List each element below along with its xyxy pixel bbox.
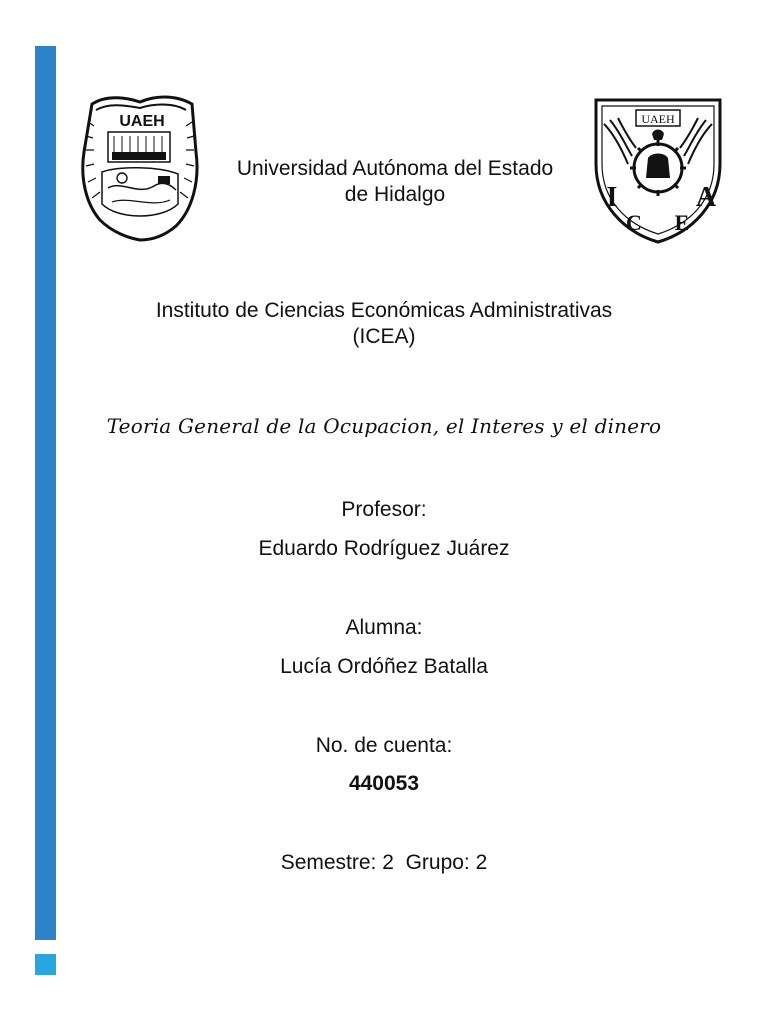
icea-letter-a: A bbox=[695, 182, 717, 213]
account-label: No. de cuenta: bbox=[315, 734, 453, 757]
icea-logo bbox=[592, 94, 724, 244]
uaeh-logo bbox=[78, 92, 202, 242]
professor-name: Eduardo Rodríguez Juárez bbox=[258, 537, 510, 560]
icea-letter-c: C bbox=[626, 210, 642, 235]
icea-letter-e: E bbox=[674, 210, 690, 235]
icea-letter-i: I bbox=[606, 182, 618, 213]
institute-line-1: Instituto de Ciencias Económicas Administrativas bbox=[155, 299, 613, 322]
institute-line-2: (ICEA) bbox=[352, 325, 416, 348]
university-name bbox=[210, 156, 580, 208]
university-line-2: de Hidalgo bbox=[344, 183, 446, 206]
uaeh-logo-text: UAEH bbox=[119, 113, 165, 130]
subject-title: Teoria General de la Ocupacion, el Interes y el dinero bbox=[106, 414, 662, 438]
account-number: 440053 bbox=[348, 772, 420, 795]
institute-name bbox=[0, 298, 768, 350]
icea-banner-text: UAEH bbox=[641, 112, 675, 126]
semester-group: Semestre: 2 Grupo: 2 bbox=[280, 851, 488, 874]
left-accent-bar bbox=[35, 46, 56, 940]
student-label: Alumna: bbox=[345, 616, 423, 639]
student-name: Lucía Ordóñez Batalla bbox=[280, 655, 488, 678]
university-line-1: Universidad Autónoma del Estado bbox=[236, 157, 554, 180]
accent-square bbox=[35, 954, 56, 975]
professor-label: Profesor: bbox=[341, 498, 427, 521]
